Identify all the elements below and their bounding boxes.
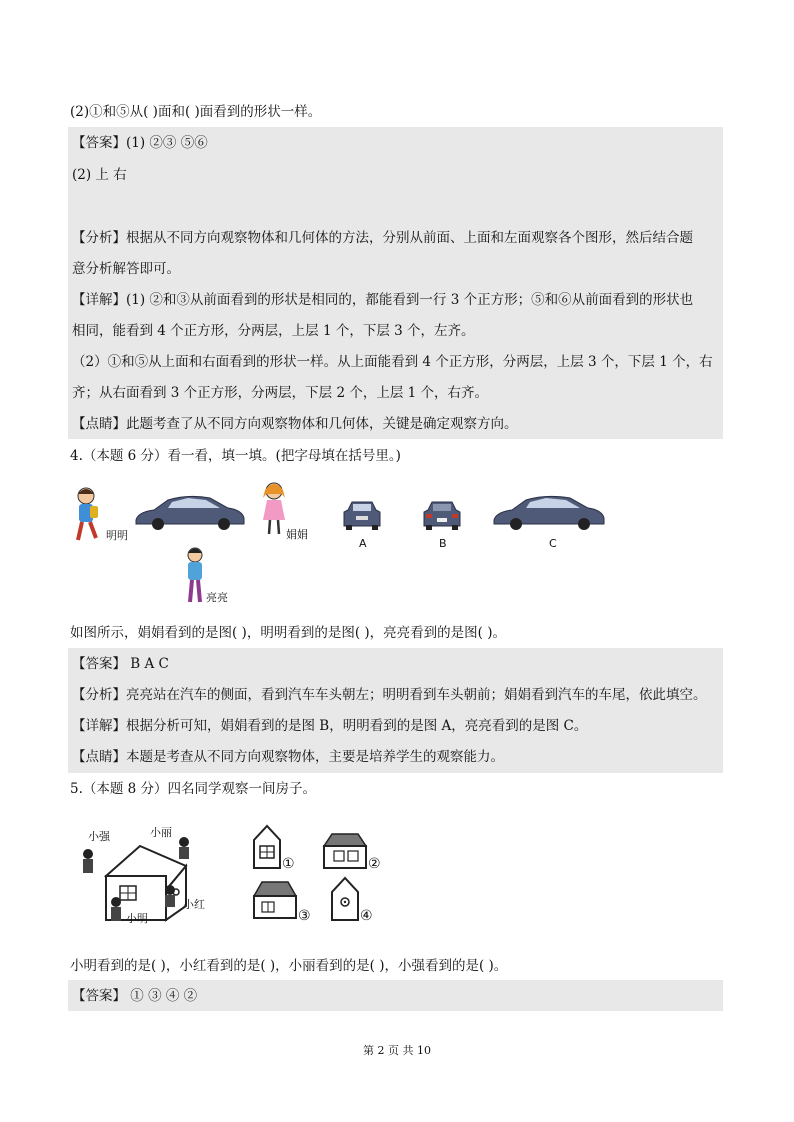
house-view-1-icon	[252, 824, 282, 870]
label-xiaoming: 小明	[126, 912, 148, 925]
house-view-2-icon	[322, 832, 368, 870]
label-b: B	[439, 537, 447, 550]
label-liangliang: 亮亮	[206, 591, 228, 604]
label-juanjuan: 娟娟	[286, 528, 308, 541]
q4-figure	[70, 480, 610, 610]
label-mingming: 明明	[106, 529, 128, 542]
q5-question: 小明看到的是( )，小红看到的是( )，小丽看到的是( )，小强看到的是( )。	[70, 958, 508, 974]
car-side-icon	[132, 494, 246, 534]
q4-question: 如图所示，娟娟看到的是图( )，明明看到的是图( )，亮亮看到的是图( )。	[70, 625, 506, 641]
label-xiaohong: 小红	[183, 898, 205, 911]
q5-answer: 【答案】 ① ③ ④ ②	[72, 988, 198, 1004]
q3-detail-1: 【详解】(1) ②和③从前面看到的形状是相同的，都能看到一行 3 个正方形；⑤和⑥从前面看到的形状也	[72, 292, 694, 308]
q3-detail-3: （2）①和⑤从上面和右面看到的形状一样。从上面能看到 4 个正方形，分两层，上层 3 个，下层 1 个，右	[72, 354, 713, 370]
label-xiaoqiang: 小强	[88, 830, 110, 843]
label-c: C	[549, 537, 557, 550]
q3-part2: (2)①和⑤从( )面和( )面看到的形状一样。	[70, 104, 322, 120]
q4-analysis: 【分析】亮亮站在汽车的侧面，看到汽车车头朝左；明明看到车头朝前；娟娟看到汽车的车尾，依此填空。	[72, 687, 707, 703]
num-2: ②	[368, 856, 381, 872]
q3-analysis-2: 意分析解答即可。	[72, 261, 180, 277]
page-footer: 第 2 页 共 10	[363, 1044, 431, 1057]
boy-mingming-icon	[70, 486, 106, 546]
q5-figure	[70, 818, 400, 938]
q3-comment: 【点睛】此题考查了从不同方向观察物体和几何体，关键是确定观察方向。	[72, 416, 518, 432]
house-view-4-icon	[330, 876, 360, 922]
q4-comment: 【点睛】本题是考查从不同方向观察物体，主要是培养学生的观察能力。	[72, 749, 504, 765]
label-xiaoli: 小丽	[150, 826, 172, 839]
q3-answer-line2: (2) 上 右	[72, 167, 127, 183]
q4-detail: 【详解】根据分析可知，娟娟看到的是图 B，明明看到的是图 A，亮亮看到的是图 C。	[72, 718, 588, 734]
num-1: ①	[282, 856, 295, 872]
q3-answer-line1: 【答案】(1) ②③ ⑤⑥	[72, 135, 208, 151]
car-side-c-icon	[490, 494, 608, 534]
q4-answer: 【答案】 B A C	[72, 656, 169, 672]
q3-detail-2: 相同，能看到 4 个正方形，分两层，上层 1 个，下层 3 个，左齐。	[72, 323, 475, 339]
car-rear-b-icon	[422, 498, 462, 532]
num-3: ③	[298, 908, 311, 924]
num-4: ④	[360, 908, 373, 924]
house-view-3-icon	[252, 880, 298, 920]
q3-analysis: 【分析】根据从不同方向观察物体和几何体的方法，分别从前面、上面和左面观察各个图形，然后结合题	[72, 230, 693, 246]
label-a: A	[359, 537, 367, 550]
car-front-a-icon	[342, 498, 382, 532]
q4-title: 4.（本题 6 分）看一看，填一填。(把字母填在括号里。)	[70, 448, 401, 464]
q5-title: 5.（本题 8 分）四名同学观察一间房子。	[70, 781, 317, 797]
q3-detail-4: 齐；从右面看到 3 个正方形，分两层，下层 2 个，上层 1 个，右齐。	[72, 385, 489, 401]
